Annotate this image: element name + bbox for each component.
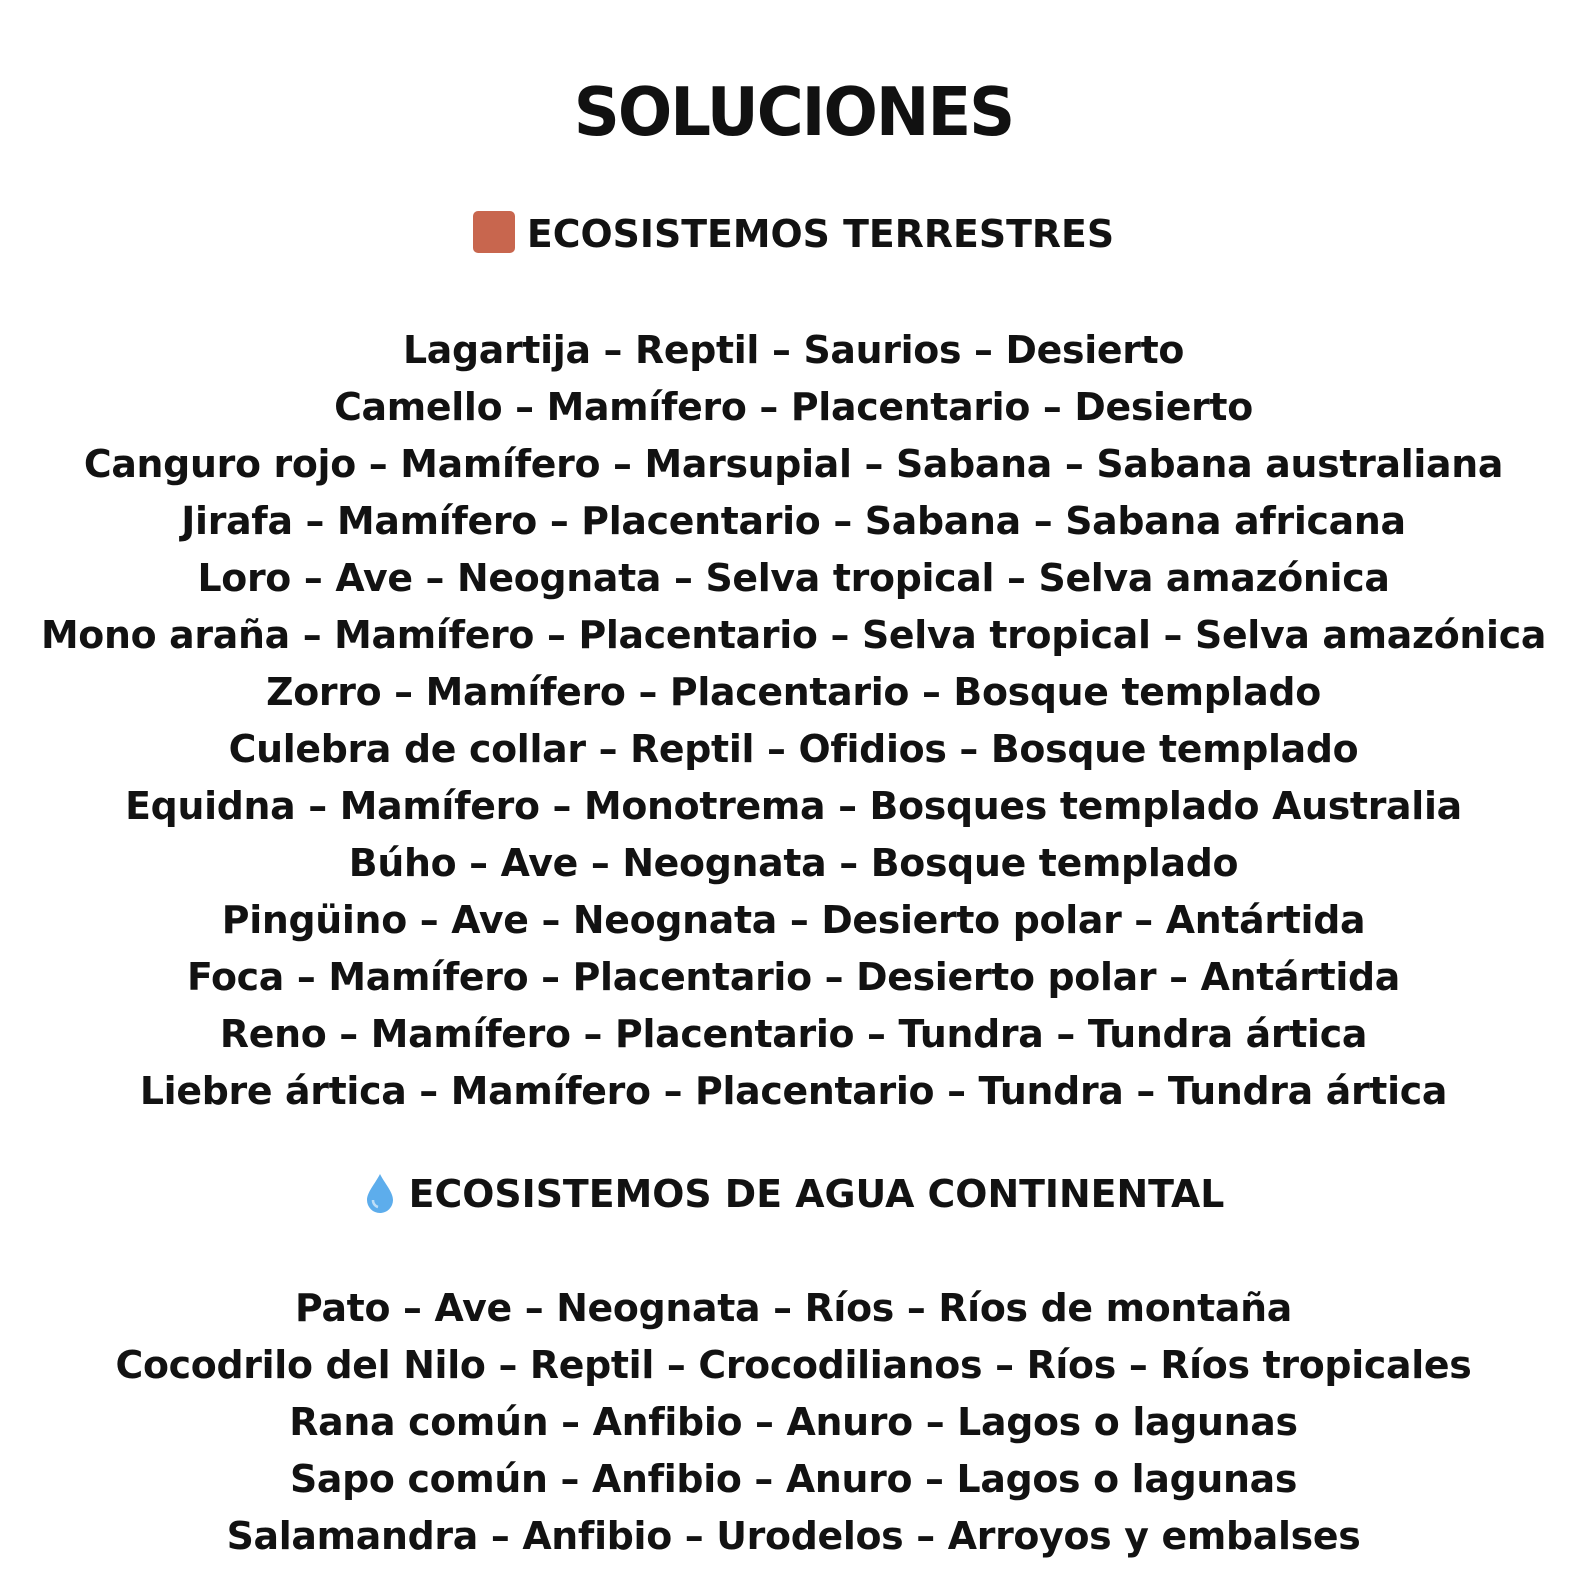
list-item: Reno – Mamífero – Placentario – Tundra – Tundra ártica	[219, 1012, 1368, 1056]
list-item: Pingüino – Ave – Neognata – Desierto polar – Antártida	[221, 898, 1366, 942]
list-item: Culebra de collar – Reptil – Ofidios – Bosque templado	[228, 727, 1359, 771]
list-item: Búho – Ave – Neognata – Bosque templado	[348, 841, 1239, 885]
list-item: Zorro – Mamífero – Placentario – Bosque templado	[266, 670, 1321, 714]
section-heading-freshwater	[0, 1170, 1587, 1218]
list-item: Cocodrilo del Nilo – Reptil – Crocodilianos – Ríos – Ríos tropicales	[115, 1343, 1472, 1387]
list-item: Loro – Ave – Neognata – Selva tropical – Selva amazónica	[197, 556, 1390, 600]
list-item: Liebre ártica – Mamífero – Placentario – Tundra – Tundra ártica	[139, 1069, 1448, 1113]
square-icon	[473, 211, 515, 253]
section-heading-terrestrial	[0, 210, 1587, 258]
terrestrial-list	[0, 322, 1587, 1120]
page-title: SOLUCIONES	[573, 74, 1014, 152]
list-item: Sapo común – Anfibio – Anuro – Lagos o lagunas	[289, 1457, 1298, 1501]
list-item: Camello – Mamífero – Placentario – Desierto	[334, 385, 1253, 429]
list-item: Equidna – Mamífero – Monotrema – Bosques templado Australia	[125, 784, 1462, 828]
section-heading-label: ECOSISTEMOS DE AGUA CONTINENTAL	[408, 1172, 1225, 1216]
list-item: Pato – Ave – Neognata – Ríos – Ríos de montaña	[295, 1286, 1292, 1330]
list-item: Jirafa – Mamífero – Placentario – Sabana – Sabana africana	[181, 499, 1406, 543]
section-heading-label: ECOSISTEMOS TERRESTRES	[526, 212, 1115, 256]
list-item: Lagartija – Reptil – Saurios – Desierto	[402, 328, 1185, 372]
list-item: Canguro rojo – Mamífero – Marsupial – Sabana – Sabana australiana	[83, 442, 1504, 486]
freshwater-list	[0, 1280, 1587, 1565]
list-item: Rana común – Anfibio – Anuro – Lagos o lagunas	[289, 1400, 1298, 1444]
list-item: Salamandra – Anfibio – Urodelos – Arroyos y embalses	[226, 1514, 1361, 1558]
list-item: Foca – Mamífero – Placentario – Desierto polar – Antártida	[186, 955, 1401, 999]
list-item: Mono araña – Mamífero – Placentario – Selva tropical – Selva amazónica	[40, 613, 1547, 657]
water-drop-icon	[363, 1172, 397, 1214]
